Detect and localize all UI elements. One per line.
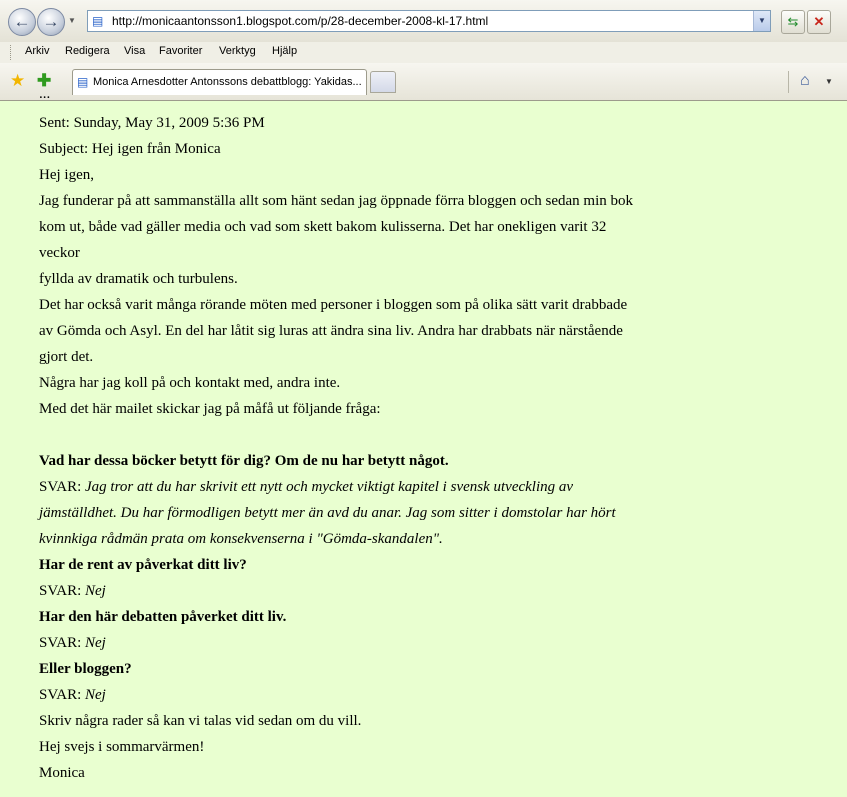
stop-button[interactable] <box>807 10 831 34</box>
email-body <box>39 110 749 786</box>
paragraph-line: Några har jag koll på och kontakt med, andra inte. <box>39 375 341 391</box>
menu-hjalp[interactable]: Hjälp <box>272 45 298 57</box>
question-3: Har den här debatten påverket ditt liv. <box>39 609 287 625</box>
refresh-icon: ⇆ <box>787 14 799 29</box>
add-favorite-icon[interactable]: ✚ <box>37 71 52 90</box>
svar-label: SVAR: <box>39 635 85 651</box>
greeting: Hej igen, <box>39 167 94 183</box>
answer-text: Jag tror att du har skrivit ett nytt och mycket viktigt kapitel i svensk utveckling av <box>85 479 574 495</box>
page-viewport[interactable] <box>0 86 847 797</box>
svar-label: SVAR: <box>39 687 85 703</box>
tab-bar <box>0 63 847 101</box>
page-icon: ▤ <box>92 14 104 28</box>
svar-label: SVAR: <box>39 479 85 495</box>
paragraph-line: fyllda av dramatik och turbulens. <box>39 271 238 287</box>
refresh-button[interactable] <box>781 10 805 34</box>
paragraph-line: av Gömda och Asyl. En del har låtit sig luras att ändra sina liv. Andra har drabbats när närstående <box>39 323 623 339</box>
new-tab-button[interactable] <box>370 71 396 93</box>
answer-2 <box>39 578 749 604</box>
browser-chrome <box>0 0 847 100</box>
back-button[interactable] <box>8 8 36 36</box>
paragraph-line: veckor <box>39 245 80 261</box>
answer-1-line-1 <box>39 474 749 500</box>
paragraph-line: Med det här mailet skickar jag på måfå ut följande fråga: <box>39 401 381 417</box>
answer-text: Nej <box>85 583 106 599</box>
clipped-line: ... <box>39 86 51 102</box>
question-4: Eller bloggen? <box>39 661 132 677</box>
paragraph-line: Jag funderar på att sammanställa allt som hänt sedan jag öppnade förra bloggen och sedan min bok <box>39 193 633 209</box>
svar-label: SVAR: <box>39 583 85 599</box>
answer-text: Nej <box>85 635 106 651</box>
tab-page-icon: ▤ <box>77 75 89 89</box>
tab-title: Monica Arnesdotter Antonssons debattblogg: Yakidas... <box>93 76 362 88</box>
answer-text: Nej <box>85 687 106 703</box>
paragraph-line: kom ut, både vad gäller media och vad som skett bakom kulisserna. Det har onekligen varit 32 <box>39 219 607 235</box>
forward-arrow-icon: → <box>42 12 60 31</box>
address-bar[interactable] <box>87 10 771 32</box>
home-dropdown-icon[interactable]: ▼ <box>825 77 833 86</box>
answer-1-line-3: kvinnkiga rådmän prata om konsekvenserna i "Gömda-skandalen". <box>39 531 443 547</box>
back-arrow-icon: ← <box>13 12 31 31</box>
menu-favoriter[interactable]: Favoriter <box>159 45 203 57</box>
history-dropdown-icon[interactable]: ▼ <box>68 16 76 25</box>
home-icon[interactable]: ⌂ <box>800 72 810 89</box>
closing-line: Skriv några rader så kan vi talas vid sedan om du vill. <box>39 713 362 729</box>
menu-visa[interactable]: Visa <box>124 45 146 57</box>
favorites-star-icon[interactable]: ★ <box>10 71 26 90</box>
answer-3 <box>39 630 749 656</box>
question-1: Vad har dessa böcker betytt för dig? Om de nu har betytt något. <box>39 453 449 469</box>
menu-bar <box>0 42 847 64</box>
closing-line: Hej svejs i sommarvärmen! <box>39 739 205 755</box>
answer-1-line-2: jämställdhet. Du har förmodligen betytt mer än avd du anar. Jag som sitter i domstolar har hört <box>39 505 616 521</box>
paragraph-line: Det har också varit många rörande möten med personer i bloggen som på olika sätt varit drabbade <box>39 297 628 313</box>
address-toolbar <box>0 0 847 43</box>
subject-line: Subject: Hej igen från Monica <box>39 141 221 157</box>
forward-button[interactable] <box>37 8 65 36</box>
menu-verktyg[interactable]: Verktyg <box>219 45 256 57</box>
signature: Monica <box>39 765 85 781</box>
paragraph-line: gjort det. <box>39 349 94 365</box>
address-input[interactable]: http://monicaantonsson1.blogspot.com/p/28-december-2008-kl-17.html <box>112 14 489 28</box>
toolbar-grip <box>10 45 13 60</box>
answer-4 <box>39 682 749 708</box>
address-dropdown-icon[interactable]: ▼ <box>753 11 770 31</box>
menu-redigera[interactable]: Redigera <box>65 45 110 57</box>
blank-line <box>39 422 749 448</box>
menu-arkiv[interactable]: Arkiv <box>25 45 50 57</box>
question-2: Har de rent av påverkat ditt liv? <box>39 557 247 573</box>
sent-line: Sent: Sunday, May 31, 2009 5:36 PM <box>39 115 265 131</box>
tab-active[interactable] <box>72 69 367 95</box>
toolbar-separator <box>788 71 789 93</box>
close-icon: ✕ <box>813 14 825 29</box>
